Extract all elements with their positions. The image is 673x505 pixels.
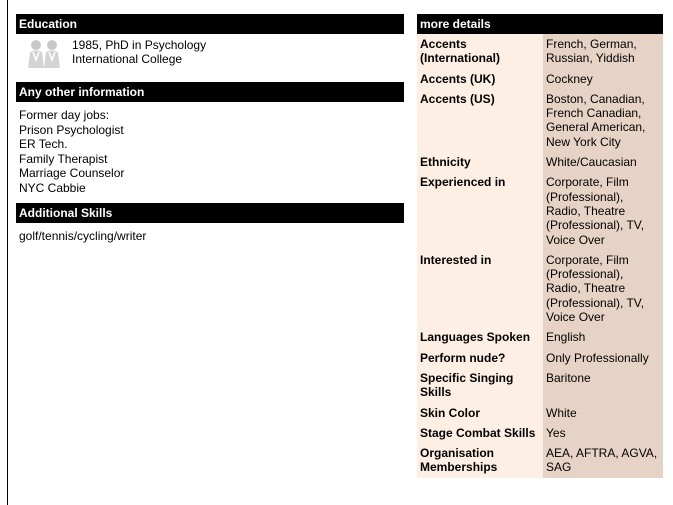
education-line: International College: [72, 52, 183, 66]
detail-key: Perform nude?: [417, 348, 543, 368]
table-row: [417, 368, 663, 403]
detail-key: Interested in: [417, 250, 543, 327]
detail-key: Skin Color: [417, 403, 543, 423]
table-row: [417, 69, 663, 89]
detail-value: Boston, Canadian, French Canadian, General American, New York City: [543, 89, 663, 152]
table-row: [417, 443, 663, 478]
right-column: [417, 14, 663, 478]
education-entry: [16, 38, 404, 82]
table-row: [417, 250, 663, 327]
table-row: [417, 403, 663, 423]
detail-key: Organisation Memberships: [417, 443, 543, 478]
other-info-line: Prison Psychologist: [19, 122, 124, 137]
other-info-line: NYC Cabbie: [19, 180, 86, 195]
table-row: [417, 348, 663, 368]
additional-skills-text: golf/tennis/cycling/writer: [19, 229, 147, 243]
table-row: [417, 34, 663, 69]
left-column: [16, 14, 404, 244]
other-info-heading: Any other information: [16, 82, 404, 102]
detail-key: Stage Combat Skills: [417, 423, 543, 443]
additional-skills-heading: Additional Skills: [16, 203, 404, 223]
detail-key: Experienced in: [417, 172, 543, 249]
detail-value: Only Professionally: [543, 348, 663, 368]
detail-key: Accents (US): [417, 89, 543, 152]
other-info-line: Former day jobs:: [19, 108, 110, 122]
detail-value: Yes: [543, 423, 663, 443]
detail-key: Specific Singing Skills: [417, 368, 543, 403]
detail-key: Accents (UK): [417, 69, 543, 89]
detail-value: Cockney: [543, 69, 663, 89]
detail-value: English: [543, 327, 663, 347]
more-details-heading: more details: [417, 14, 663, 34]
detail-value: White/Caucasian: [543, 152, 663, 172]
table-row: [417, 89, 663, 152]
education-text: [72, 38, 206, 82]
table-row: [417, 327, 663, 347]
education-heading: Education: [16, 14, 404, 34]
education-line: 1985, PhD in Psychology: [72, 38, 207, 52]
detail-value: Corporate, Film (Professional), Radio, Theatre (Professional), TV, Voice Over: [543, 172, 663, 249]
detail-value: Baritone: [543, 368, 663, 403]
detail-key: Ethnicity: [417, 152, 543, 172]
detail-key: Languages Spoken: [417, 327, 543, 347]
left-border-line: [7, 0, 8, 505]
detail-value: White: [543, 403, 663, 423]
detail-value: AEA, AFTRA, AGVA, SAG: [543, 443, 663, 478]
detail-value: French, German, Russian, Yiddish: [543, 34, 663, 69]
other-info-text: [19, 108, 404, 195]
detail-value: Corporate, Film (Professional), Radio, Theatre (Professional), TV, Voice Over: [543, 250, 663, 327]
table-row: [417, 172, 663, 249]
details-table: [417, 34, 663, 478]
other-info-line: Family Therapist: [19, 151, 108, 166]
people-icon: [22, 38, 66, 72]
other-info-line: Marriage Counselor: [19, 166, 125, 180]
table-row: [417, 423, 663, 443]
table-row: [417, 152, 663, 172]
other-info-line: ER Tech.: [19, 137, 68, 151]
detail-key: Accents (International): [417, 34, 543, 69]
